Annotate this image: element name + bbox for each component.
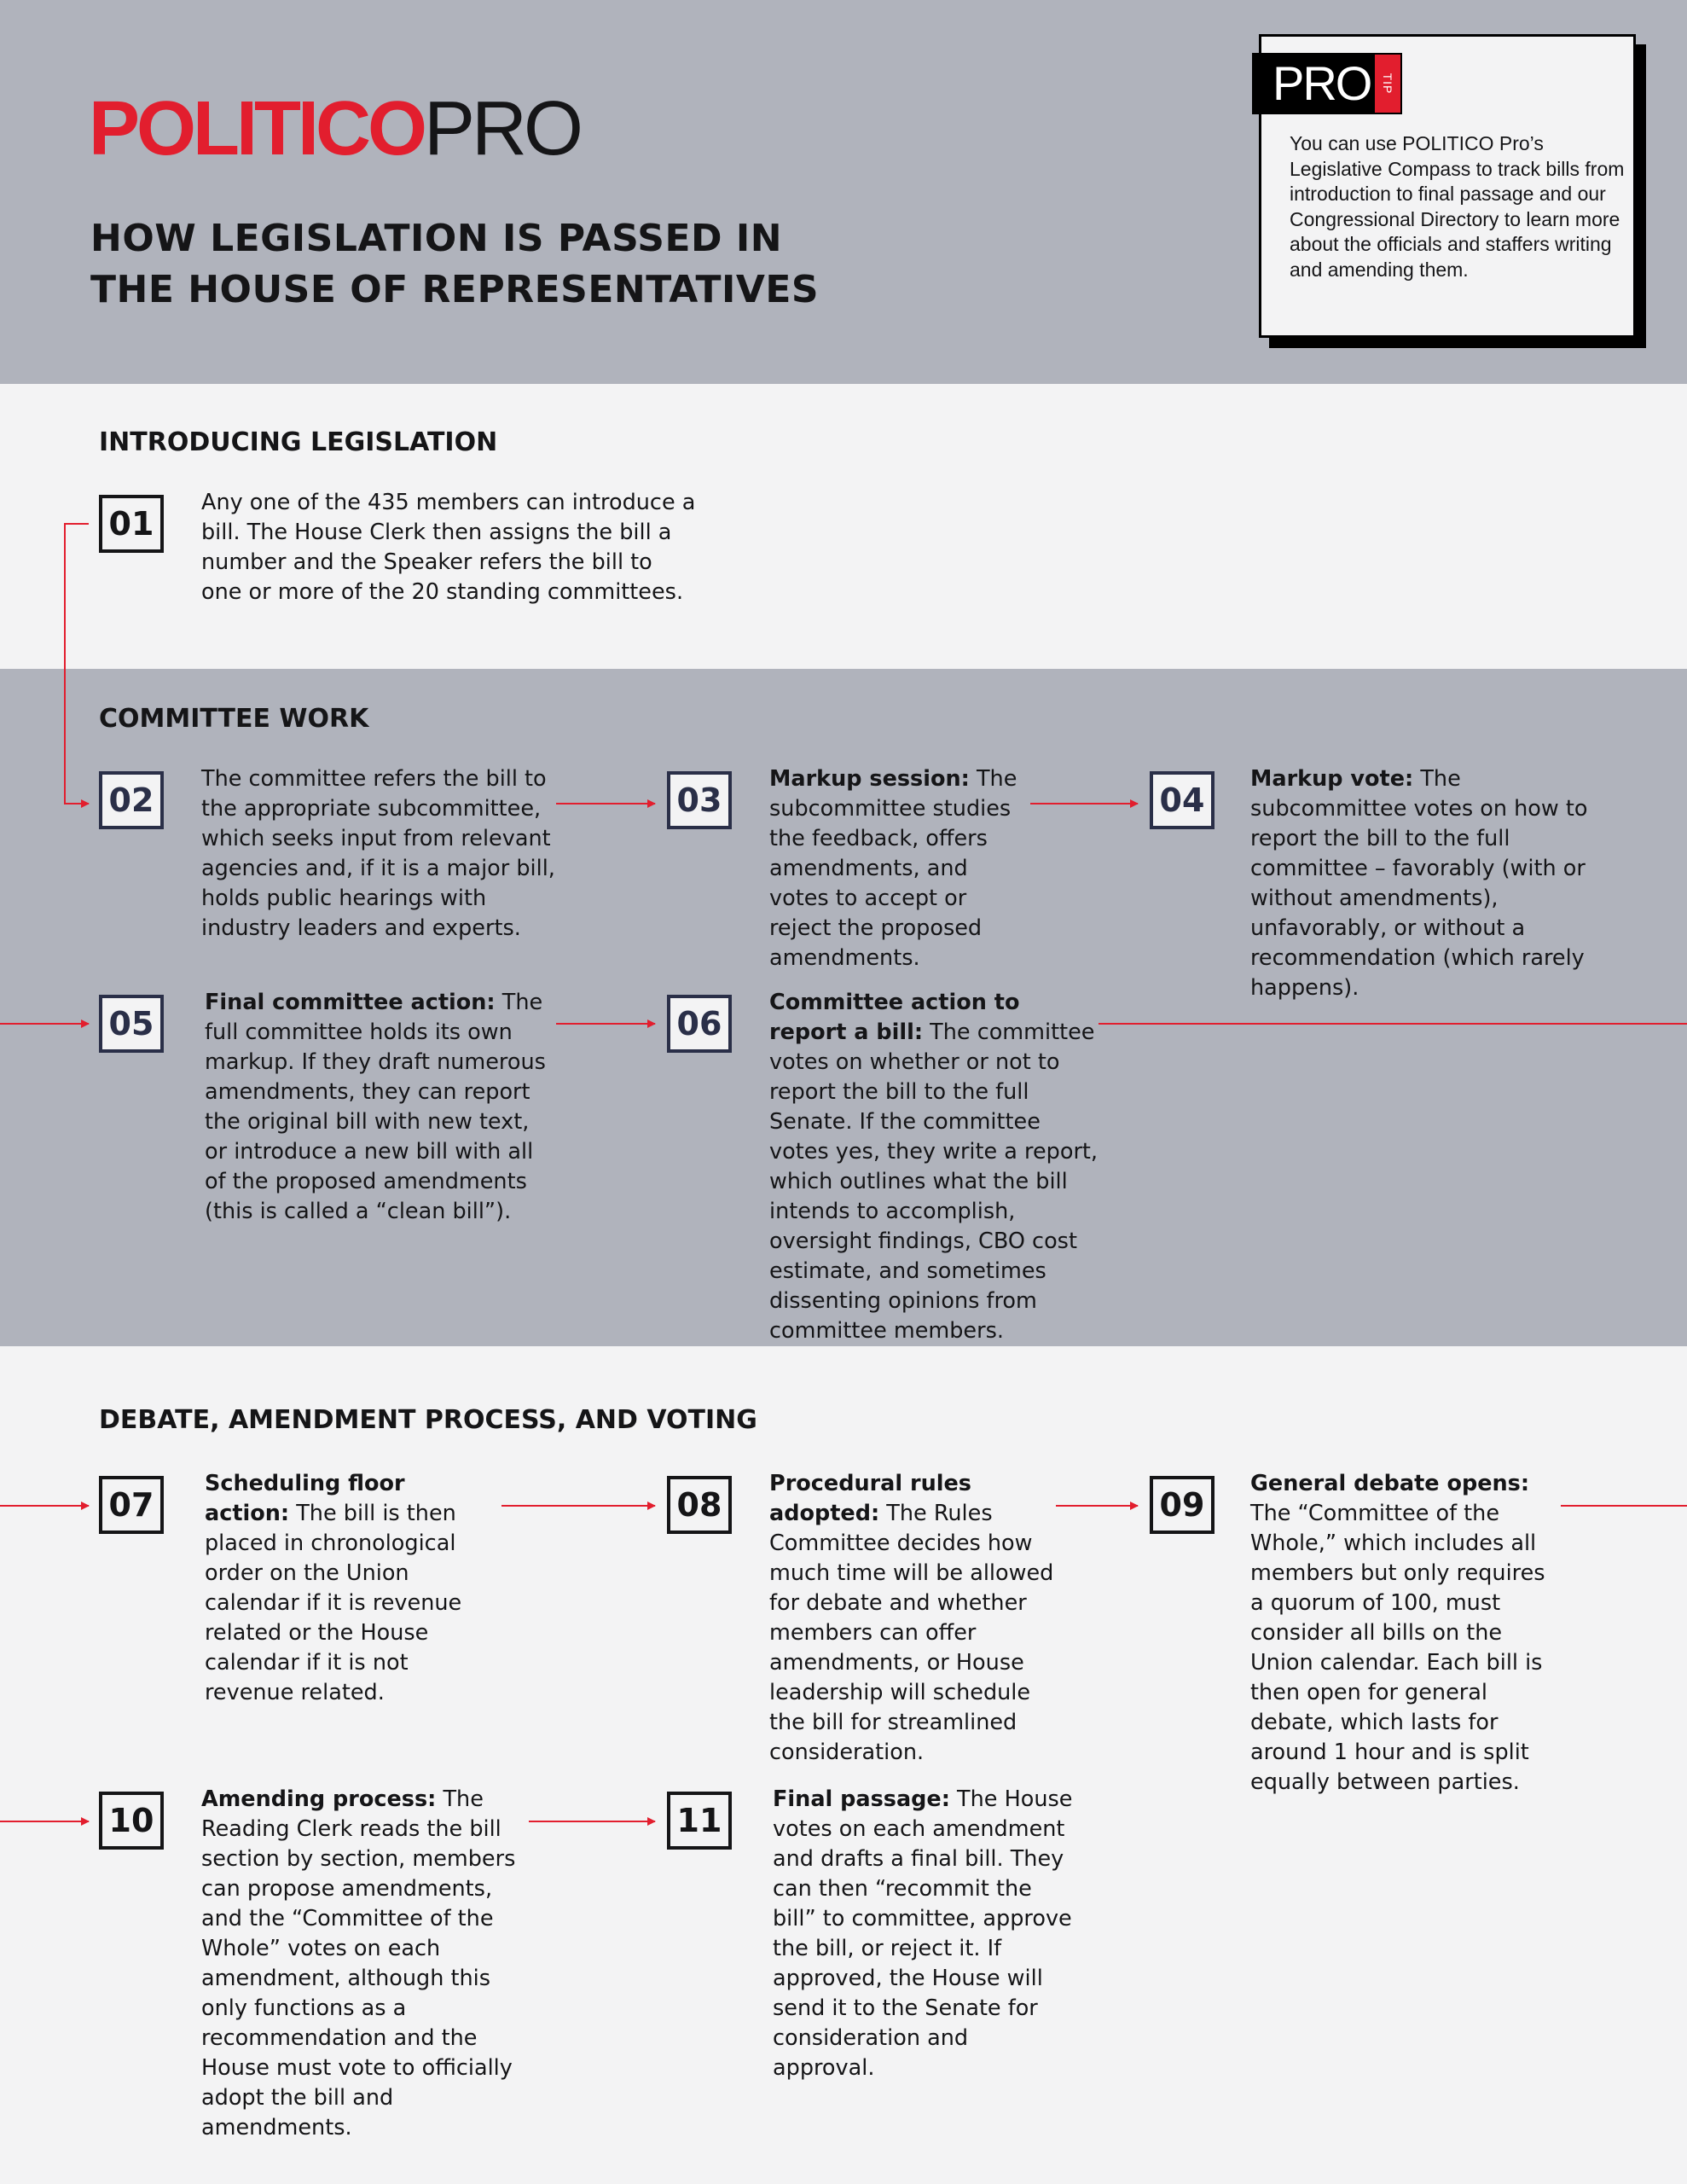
step-07-text: [205, 1469, 495, 1708]
step-11-title: Final passage:: [773, 1786, 950, 1812]
step-08-text: [769, 1469, 1056, 1768]
logo-politico: POLITICO: [89, 86, 424, 171]
step-09-title: General debate opens:: [1250, 1471, 1530, 1496]
step-06-text: [769, 988, 1099, 1346]
step-06-body: The committee votes on whether or not to report the bill to the full Senate. If the committee votes yes, they write a report, which outlines what the bill intends to accomplish, oversight findings, CBO cost estimate, and sometimes dissenting opinions from committee members.: [769, 1019, 1099, 1344]
step-06-number: 06: [667, 995, 732, 1053]
step-03-number: 03: [667, 771, 732, 829]
step-09-body: The “Committee of the Whole,” which includes all members but only requires a quorum of 100, must consider all bills on the Union calendar. Each bill is then open for general debate, which lasts for around 1 hour and is split equally between parties.: [1250, 1501, 1545, 1795]
step-08-number: 08: [667, 1476, 732, 1534]
step-06-title: Committee action to report a bill:: [769, 990, 1020, 1045]
step-10-title: Amending process:: [201, 1786, 437, 1812]
step-11-text: [773, 1785, 1076, 2083]
page-title-line-2: THE HOUSE OF REPRESENTATIVES: [90, 268, 820, 311]
step-02-text: [201, 764, 559, 944]
step-04-body: The subcommittee votes on how to report the bill to the full committee – favorably (with or without amendments), unfavorably, or without a recommendation (which rarely happens).: [1250, 766, 1588, 1001]
step-04-title: Markup vote:: [1250, 766, 1414, 792]
step-01-text: [201, 488, 696, 607]
section-title-committee: COMMITTEE WORK: [99, 704, 369, 734]
section-title-debate: DEBATE, AMENDMENT PROCESS, AND VOTING: [99, 1405, 757, 1435]
step-09-text: [1250, 1469, 1561, 1798]
page-title-line-1: HOW LEGISLATION IS PASSED IN: [90, 217, 783, 260]
step-08-title: Procedural rules adopted:: [769, 1471, 971, 1526]
step-11-number: 11: [667, 1792, 732, 1850]
pro-tip-badge-label: PRO: [1272, 56, 1371, 110]
step-08-body: The Rules Committee decides how much time will be allowed for debate and whether members can offer amendments, or House leadership will schedule the bill for streamlined consideration.: [769, 1501, 1054, 1765]
step-09-number: 09: [1150, 1476, 1215, 1534]
step-05-body: The full committee holds its own markup. If they draft numerous amendments, they can report the original bill with new text, or introduce a new bill with all of the proposed amendments (this is called a “clean bill”).: [205, 990, 546, 1224]
step-04-text: [1250, 764, 1619, 1003]
step-05-number: 05: [99, 995, 164, 1053]
pro-tip-text: You can use POLITICO Pro’s Legislative Compass to track bills from introduction to final passage and our Congressional Directory to learn more about the officials and staffers writing and amending them.: [1290, 132, 1625, 281]
step-01-body: Any one of the 435 members can introduce a bill. The House Clerk then assigns the bill a number and the Speaker refers the bill to one or more of the 20 standing committees.: [201, 490, 696, 605]
step-10-number: 10: [99, 1792, 164, 1850]
connector-01-02: [65, 524, 89, 804]
step-01-number: 01: [99, 495, 164, 553]
step-11-body: The House votes on each amendment and drafts a final bill. They can then “recommit the bill” to committee, approve the bill, or reject it. If approved, the House will send it to the Senate for consideration and approval.: [773, 1786, 1073, 2081]
section-title-intro: INTRODUCING LEGISLATION: [99, 427, 498, 457]
step-04-number: 04: [1150, 771, 1215, 829]
step-07-body: The bill is then placed in chronological order on the Union calendar if it is revenue related or the House calendar if it is not revenue related.: [205, 1501, 462, 1705]
step-07-title: Scheduling floor action:: [205, 1471, 405, 1526]
step-03-body: The subcommittee studies the feedback, offers amendments, and votes to accept or reject the proposed amendments.: [769, 766, 1017, 971]
pro-tip-tag-label: TIP: [1381, 73, 1394, 95]
step-10-body: The Reading Clerk reads the bill section by section, members can propose amendments, and the “Committee of the Whole” votes on each amendment, although this only functions as a recommendation and the House must vote to officially adopt the bill and amendments.: [201, 1786, 516, 2140]
step-05-text: [205, 988, 556, 1227]
step-03-text: [769, 764, 1032, 973]
step-10-text: [201, 1785, 534, 2143]
step-02-body: The committee refers the bill to the appropriate subcommittee, which seeks input from relevant agencies and, if it is a major bill, holds public hearings with industry leaders and experts.: [201, 766, 555, 941]
step-07-number: 07: [99, 1476, 164, 1534]
logo-pro: PRO: [424, 86, 581, 171]
step-02-number: 02: [99, 771, 164, 829]
step-05-title: Final committee action:: [205, 990, 496, 1015]
step-03-title: Markup session:: [769, 766, 970, 792]
